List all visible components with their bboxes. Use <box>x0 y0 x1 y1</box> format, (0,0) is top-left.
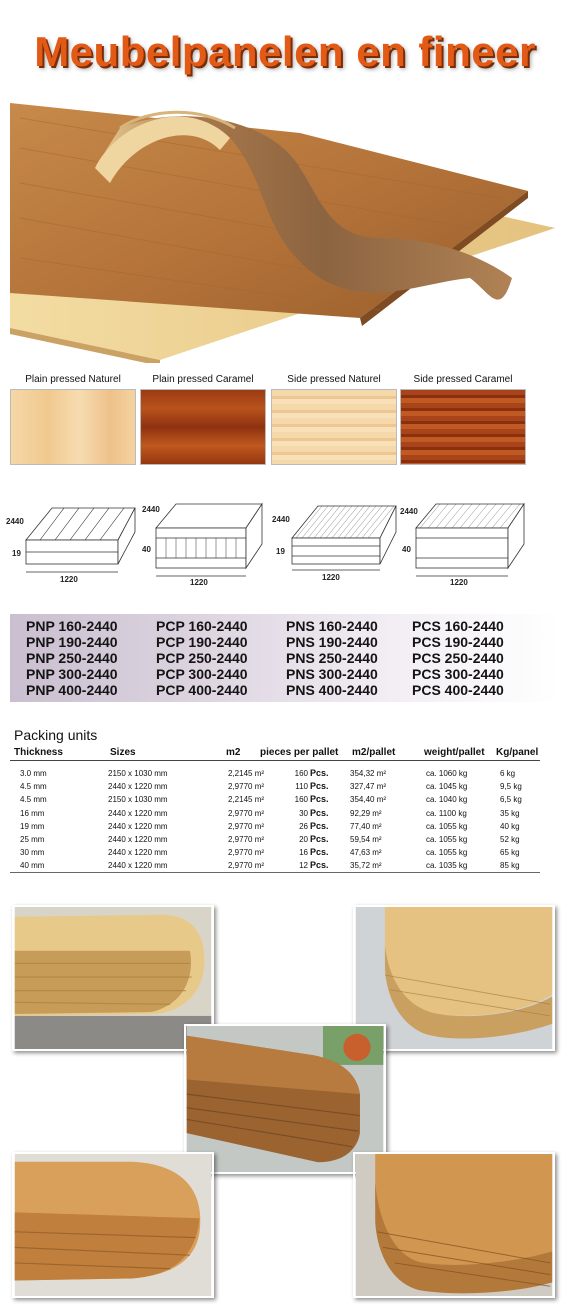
swatch-side-caramel <box>400 373 526 465</box>
swatch-image <box>140 389 266 465</box>
product-code: PCP 400-2440 <box>156 682 248 698</box>
cell-thickness: 3.0 mm <box>20 769 47 778</box>
table-row <box>0 780 570 793</box>
cell-pcs-unit: Pcs. <box>310 820 329 831</box>
cell-pieces: 26 <box>299 821 308 831</box>
photo-panel-edge-4 <box>12 1152 214 1298</box>
table-bottom-divider <box>10 872 540 873</box>
cell-thickness: 25 mm <box>20 835 45 844</box>
product-code: PNS 400-2440 <box>286 682 378 698</box>
cell-m2: 2,9770 m² <box>228 835 265 844</box>
product-code: PNP 250-2440 <box>26 650 118 666</box>
product-code: PNP 190-2440 <box>26 634 118 650</box>
cell-size: 2440 x 1220 mm <box>108 848 168 858</box>
swatch-plain-naturel <box>10 373 136 465</box>
cell-size: 2440 x 1220 mm <box>108 821 168 831</box>
table-row <box>0 807 570 820</box>
codes-column-pnp <box>26 618 118 698</box>
table-row <box>0 793 570 806</box>
table-row <box>0 820 570 833</box>
cell-m2-pallet: 354,40 m² <box>350 795 387 805</box>
cross-section-diagrams <box>0 500 570 585</box>
cell-pcs-unit: Pcs. <box>310 768 329 778</box>
cell-kg-panel: 6 kg <box>500 769 516 778</box>
cell-m2-pallet: 92,29 m² <box>350 808 382 818</box>
cell-thickness: 19 mm <box>20 821 45 831</box>
cell-pieces: 20 <box>299 835 308 844</box>
cell-pcs-unit: Pcs. <box>310 847 329 858</box>
col-header-m2-pallet: m2/pallet <box>352 747 396 758</box>
product-code: PNP 300-2440 <box>26 666 118 682</box>
swatch-image <box>10 389 136 465</box>
hero-veneer-image <box>0 88 570 363</box>
cell-weight: ca. 1055 kg <box>426 835 468 844</box>
cell-weight: ca. 1100 kg <box>426 808 467 818</box>
codes-column-pcs <box>412 618 504 698</box>
diagram-2-length: 2440 <box>142 505 160 514</box>
col-header-pieces: pieces per pallet <box>260 747 339 758</box>
cell-m2-pallet: 47,63 m² <box>350 848 382 858</box>
cell-thickness: 16 mm <box>20 808 45 818</box>
swatch-label: Side pressed Caramel <box>413 374 513 385</box>
cell-m2: 2,2145 m² <box>228 795 265 805</box>
cell-pcs-unit: Pcs. <box>310 860 329 871</box>
col-header-m2: m2 <box>226 747 241 758</box>
product-code: PCS 160-2440 <box>412 618 504 634</box>
col-header-kg-panel: Kg/panel <box>496 747 539 758</box>
cell-size: 2440 x 1220 mm <box>108 808 168 818</box>
product-code: PCP 160-2440 <box>156 618 248 634</box>
cell-kg-panel: 9,5 kg <box>500 782 522 792</box>
swatch-label: Plain pressed Caramel <box>152 374 254 385</box>
cell-m2: 2,9770 m² <box>228 848 265 858</box>
diagram-1-thickness: 19 <box>12 549 21 558</box>
cell-kg-panel: 35 kg <box>500 808 520 818</box>
cell-weight: ca. 1055 kg <box>426 821 468 831</box>
diagram-1-length: 2440 <box>6 517 24 526</box>
cell-m2-pallet: 77,40 m² <box>350 821 382 831</box>
diagram-3-thickness: 19 <box>276 547 285 556</box>
product-code: PCS 190-2440 <box>412 634 504 650</box>
diagram-1-width: 1220 <box>60 575 78 584</box>
product-code: PCS 400-2440 <box>412 682 504 698</box>
cell-kg-panel: 40 kg <box>500 821 520 831</box>
cell-weight: ca. 1055 kg <box>426 848 468 858</box>
swatch-label: Side pressed Naturel <box>287 374 381 385</box>
cell-pcs-unit: Pcs. <box>310 781 329 792</box>
swatch-plain-caramel <box>140 373 266 465</box>
codes-column-pcp <box>156 618 248 698</box>
cell-kg-panel: 6,5 kg <box>500 795 522 805</box>
diagram-side-19 <box>272 506 396 582</box>
product-code: PCS 300-2440 <box>412 666 504 682</box>
cell-size: 2150 x 1030 mm <box>108 795 168 805</box>
page-title: Meubelpanelen en fineer <box>34 28 536 75</box>
cell-m2-pallet: 327,47 m² <box>350 782 387 792</box>
codes-column-pns <box>286 618 378 698</box>
table-row <box>0 859 570 872</box>
cell-m2-pallet: 35,72 m² <box>350 861 382 871</box>
table-row <box>0 767 570 780</box>
diagram-plain-19 <box>6 508 135 584</box>
table-row <box>0 846 570 859</box>
cell-thickness: 4.5 mm <box>20 782 47 792</box>
cell-weight: ca. 1045 kg <box>426 782 468 792</box>
diagram-4-thickness: 40 <box>402 545 411 554</box>
product-code: PNP 160-2440 <box>26 618 118 634</box>
cell-pieces: 160 <box>294 795 308 805</box>
cell-kg-panel: 52 kg <box>500 835 520 844</box>
cell-pcs-unit: Pcs. <box>310 807 329 818</box>
diagram-4-width: 1220 <box>450 578 468 585</box>
swatch-label: Plain pressed Naturel <box>25 374 121 385</box>
cell-size: 2440 x 1220 mm <box>108 835 168 844</box>
cell-pieces: 12 <box>299 861 308 871</box>
diagram-4-length: 2440 <box>400 507 418 516</box>
packing-units-title: Packing units <box>14 727 98 743</box>
cell-kg-panel: 85 kg <box>500 861 520 871</box>
cell-weight: ca. 1040 kg <box>426 795 468 805</box>
cell-m2: 2,2145 m² <box>228 769 265 778</box>
diagram-2-width: 1220 <box>190 578 208 585</box>
col-header-thickness: Thickness <box>14 747 63 758</box>
product-code: PCP 190-2440 <box>156 634 248 650</box>
swatch-side-naturel <box>271 373 397 465</box>
product-code: PCP 250-2440 <box>156 650 248 666</box>
product-code: PNS 300-2440 <box>286 666 378 682</box>
swatch-image <box>271 389 397 465</box>
product-code: PNS 250-2440 <box>286 650 378 666</box>
cell-m2: 2,9770 m² <box>228 821 265 831</box>
diagram-side-40 <box>400 504 524 585</box>
cell-size: 2440 x 1220 mm <box>108 782 168 792</box>
diagram-2-thickness: 40 <box>142 545 151 554</box>
diagram-plain-40 <box>142 504 262 585</box>
cell-thickness: 4.5 mm <box>20 795 47 805</box>
cell-m2: 2,9770 m² <box>228 861 265 871</box>
cell-size: 2440 x 1220 mm <box>108 861 168 871</box>
cell-pieces: 30 <box>299 808 308 818</box>
cell-weight: ca. 1035 kg <box>426 861 468 871</box>
col-header-sizes: Sizes <box>110 747 136 758</box>
table-row <box>0 833 570 846</box>
product-code: PNS 190-2440 <box>286 634 378 650</box>
cell-pcs-unit: Pcs. <box>310 834 329 844</box>
cell-pieces: 160 <box>294 769 308 778</box>
cell-m2-pallet: 59,54 m² <box>350 835 382 844</box>
col-header-weight: weight/pallet <box>424 747 485 758</box>
photo-panel-edge-5 <box>353 1152 555 1298</box>
cell-m2: 2,9770 m² <box>228 782 265 792</box>
cell-pieces: 16 <box>299 848 308 858</box>
header-divider <box>10 760 540 761</box>
product-code: PNP 400-2440 <box>26 682 118 698</box>
cell-kg-panel: 65 kg <box>500 848 520 858</box>
cell-thickness: 30 mm <box>20 848 45 858</box>
cell-pieces: 110 <box>295 782 308 792</box>
product-code: PNS 160-2440 <box>286 618 378 634</box>
product-codes-band <box>10 614 558 702</box>
product-code: PCS 250-2440 <box>412 650 504 666</box>
cell-thickness: 40 mm <box>20 861 45 871</box>
cell-pcs-unit: Pcs. <box>310 794 329 805</box>
product-code: PCP 300-2440 <box>156 666 248 682</box>
diagram-3-length: 2440 <box>272 515 290 524</box>
cell-size: 2150 x 1030 mm <box>108 769 168 778</box>
diagram-3-width: 1220 <box>322 573 340 582</box>
cell-m2: 2,9770 m² <box>228 808 265 818</box>
cell-weight: ca. 1060 kg <box>426 769 468 778</box>
cell-m2-pallet: 354,32 m² <box>350 769 387 778</box>
swatch-image <box>400 389 526 465</box>
